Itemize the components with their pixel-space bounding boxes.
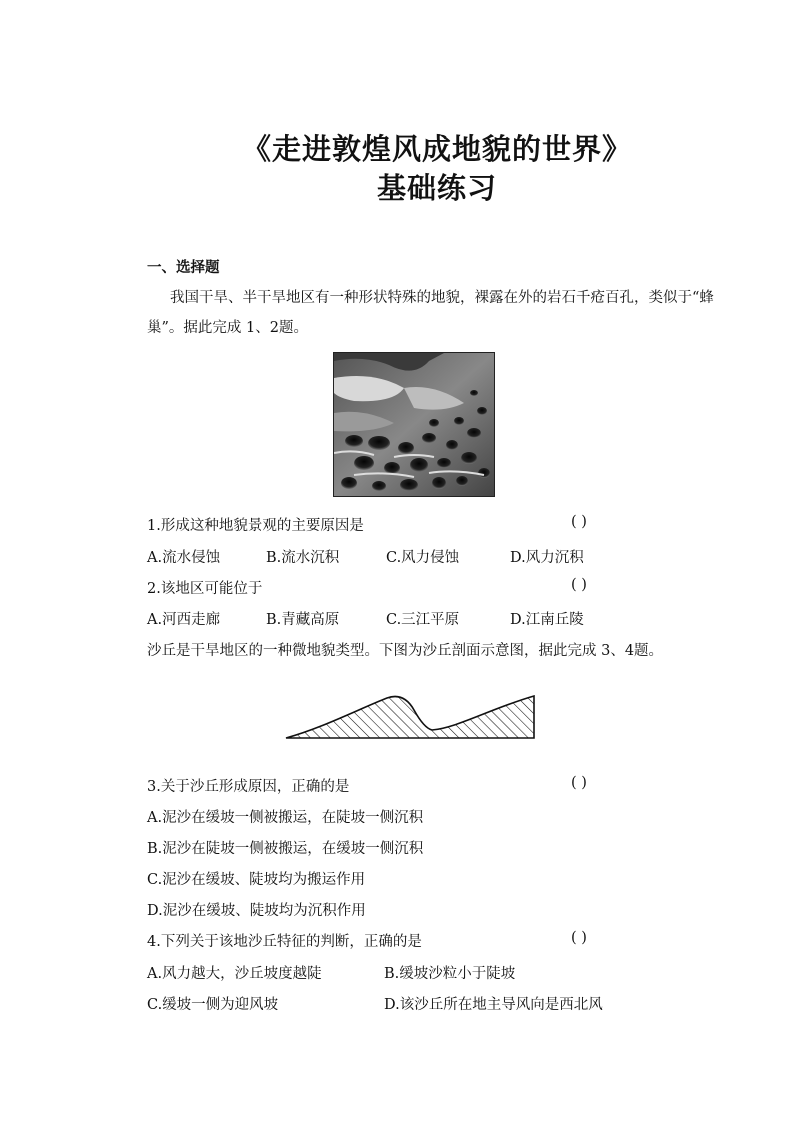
honeycomb-rock-photo — [333, 352, 495, 497]
dune-profile-diagram — [282, 690, 538, 742]
question-1-answer-blank: ( ) — [571, 514, 587, 530]
q3-option-c: C.泥沙在缓坡、陡坡均为搬运作用 — [147, 872, 366, 888]
q3-option-d: D.泥沙在缓坡、陡坡均为沉积作用 — [147, 903, 366, 919]
question-4-stem: 4.下列关于该地沙丘特征的判断，正确的是 — [147, 934, 422, 950]
q4-option-d: D.该沙丘所在地主导风向是西北风 — [384, 997, 603, 1013]
q4-option-c: C.缓坡一侧为迎风坡 — [147, 997, 279, 1013]
q2-option-c: C.三江平原 — [386, 612, 460, 628]
q3-option-a: A.泥沙在缓坡一侧被搬运，在陡坡一侧沉积 — [147, 810, 424, 826]
q2-option-d: D.江南丘陵 — [510, 612, 584, 628]
q1-option-d: D.风力沉积 — [510, 550, 584, 566]
question-2-stem: 2.该地区可能位于 — [147, 581, 263, 597]
intro-line-2: 巢”。据此完成 1、2题。 — [147, 320, 308, 336]
q1-option-a: A.流水侵蚀 — [147, 550, 221, 566]
question-1-stem: 1.形成这种地貌景观的主要原因是 — [147, 518, 364, 534]
dune-intro: 沙丘是干旱地区的一种微地貌类型。下图为沙丘剖面示意图，据此完成 3、4题。 — [147, 643, 664, 659]
q2-option-b: B.青藏高原 — [266, 612, 340, 628]
document-title: 《走进敦煌风成地貌的世界》 — [241, 132, 632, 166]
q1-option-c: C.风力侵蚀 — [386, 550, 460, 566]
q4-option-b: B.缓坡沙粒小于陡坡 — [384, 966, 516, 982]
q2-option-a: A.河西走廊 — [147, 612, 221, 628]
q4-option-a: A.风力越大，沙丘坡度越陡 — [147, 966, 322, 982]
q3-option-b: B.泥沙在陡坡一侧被搬运，在缓坡一侧沉积 — [147, 841, 424, 857]
section-heading: 一、选择题 — [147, 259, 220, 276]
q1-option-b: B.流水沉积 — [266, 550, 340, 566]
question-4-answer-blank: ( ) — [571, 930, 587, 946]
question-2-answer-blank: ( ) — [571, 577, 587, 593]
question-3-answer-blank: ( ) — [571, 775, 587, 791]
intro-line-1: 我国干旱、半干旱地区有一种形状特殊的地貌，裸露在外的岩石千疮百孔，类似于“蜂 — [170, 290, 714, 306]
question-3-stem: 3.关于沙丘形成原因，正确的是 — [147, 779, 350, 795]
document-subtitle: 基础练习 — [376, 171, 497, 205]
